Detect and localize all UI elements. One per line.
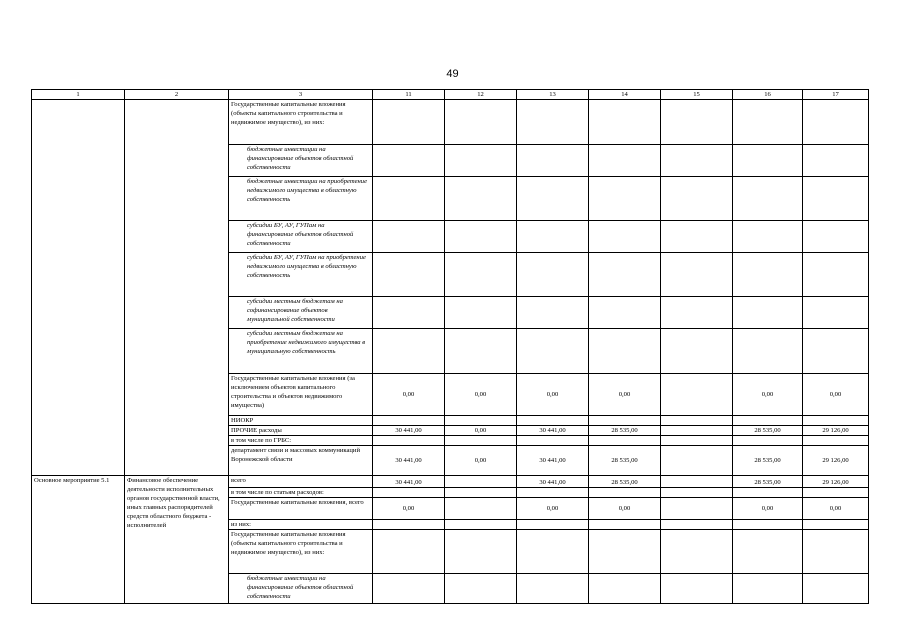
value-cell: 30 441,00 xyxy=(373,476,445,488)
value-cell xyxy=(589,520,661,530)
value-cell xyxy=(445,416,517,426)
value-cell xyxy=(733,329,803,374)
value-cell xyxy=(733,530,803,574)
row-label: бюджетные инвестиции на приобретение недвижимого имущества в областную собственность xyxy=(229,177,373,221)
value-cell xyxy=(733,436,803,446)
value-cell xyxy=(445,177,517,221)
value-cell xyxy=(661,476,733,488)
value-cell xyxy=(589,329,661,374)
value-cell xyxy=(733,253,803,297)
value-cell xyxy=(661,498,733,520)
budget-table xyxy=(31,89,869,604)
value-cell xyxy=(803,436,869,446)
value-cell xyxy=(517,297,589,329)
value-cell xyxy=(589,416,661,426)
value-cell xyxy=(445,530,517,574)
value-cell: 0,00 xyxy=(373,498,445,520)
row-label: ПРОЧИЕ расходы xyxy=(229,426,373,436)
value-cell xyxy=(373,100,445,145)
value-cell xyxy=(589,574,661,604)
row-label: субсидии БУ, АУ, ГУПам на финансирование объектов областной собственности xyxy=(229,221,373,253)
value-cell xyxy=(445,253,517,297)
value-cell xyxy=(803,177,869,221)
value-cell xyxy=(445,297,517,329)
value-cell xyxy=(733,100,803,145)
column-header-10: 17 xyxy=(803,90,869,100)
row-label: департамент связи и массовых коммуникаций Воронежской области xyxy=(229,446,373,476)
value-cell xyxy=(517,416,589,426)
value-cell xyxy=(589,253,661,297)
value-cell xyxy=(517,436,589,446)
value-cell xyxy=(661,374,733,416)
value-cell xyxy=(661,329,733,374)
value-cell xyxy=(373,329,445,374)
value-cell xyxy=(589,221,661,253)
value-cell xyxy=(445,145,517,177)
value-cell xyxy=(803,297,869,329)
value-cell: 30 441,00 xyxy=(517,476,589,488)
value-cell xyxy=(733,574,803,604)
value-cell xyxy=(733,297,803,329)
value-cell xyxy=(733,221,803,253)
row-label: субсидии местным бюджетам на софинансирование объектов муниципальной собственности xyxy=(229,297,373,329)
row-label: Государственные капитальные вложения (объекты капитального строительства и недвижимое имущество), из них: xyxy=(229,530,373,574)
header-row xyxy=(32,90,869,100)
value-cell xyxy=(733,177,803,221)
row-label: Государственные капитальные вложения (объекты капитального строительства и недвижимое имущество), из них: xyxy=(229,100,373,145)
measure-description: Финансовое обеспечение деятельности исполнительных органов государственной власти, иных главных распорядителей средств областного бюджета - исполнителей xyxy=(125,476,229,604)
column-header-4: 11 xyxy=(373,90,445,100)
column-header-7: 14 xyxy=(589,90,661,100)
value-cell xyxy=(589,488,661,498)
measure-row xyxy=(32,476,869,488)
value-cell xyxy=(661,100,733,145)
row-label: Государственные капитальные вложения, всего xyxy=(229,498,373,520)
value-cell xyxy=(517,145,589,177)
value-cell: 0,00 xyxy=(589,374,661,416)
value-cell: 29 126,00 xyxy=(803,476,869,488)
value-cell: 0,00 xyxy=(733,374,803,416)
value-cell xyxy=(517,221,589,253)
measure-name: Основное мероприятие 5.1 xyxy=(32,476,125,604)
value-cell xyxy=(445,100,517,145)
value-cell xyxy=(803,145,869,177)
value-cell: 28 535,00 xyxy=(589,446,661,476)
value-cell xyxy=(661,145,733,177)
row-label: НИОКР xyxy=(229,416,373,426)
value-cell xyxy=(445,574,517,604)
table-row xyxy=(32,100,869,145)
row-label: субсидии местным бюджетам на приобретение недвижимого имущества в муниципальную собственность xyxy=(229,329,373,374)
value-cell: 30 441,00 xyxy=(373,426,445,436)
value-cell xyxy=(803,253,869,297)
row-label: субсидии БУ, АУ, ГУПам на приобретение недвижимого имущества в областную собственность xyxy=(229,253,373,297)
column-header-5: 12 xyxy=(445,90,517,100)
row-label: всего xyxy=(229,476,373,488)
value-cell: 0,00 xyxy=(517,498,589,520)
value-cell: 0,00 xyxy=(733,498,803,520)
value-cell xyxy=(373,520,445,530)
value-cell xyxy=(661,221,733,253)
value-cell xyxy=(373,436,445,446)
column-header-2: 2 xyxy=(125,90,229,100)
value-cell xyxy=(373,574,445,604)
row-label: из них: xyxy=(229,520,373,530)
value-cell xyxy=(661,426,733,436)
value-cell: 30 441,00 xyxy=(517,426,589,436)
row-label: бюджетные инвестиции на финансирование объектов областной собственности xyxy=(229,145,373,177)
value-cell xyxy=(517,520,589,530)
value-cell xyxy=(803,530,869,574)
value-cell xyxy=(661,436,733,446)
column-header-1: 1 xyxy=(32,90,125,100)
empty-cell-col2 xyxy=(125,100,229,476)
value-cell xyxy=(445,329,517,374)
value-cell xyxy=(803,416,869,426)
value-cell xyxy=(373,297,445,329)
value-cell xyxy=(373,253,445,297)
value-cell xyxy=(661,297,733,329)
value-cell xyxy=(517,530,589,574)
value-cell xyxy=(517,329,589,374)
value-cell xyxy=(733,488,803,498)
column-header-6: 13 xyxy=(517,90,589,100)
value-cell: 0,00 xyxy=(373,374,445,416)
value-cell xyxy=(803,488,869,498)
value-cell xyxy=(445,520,517,530)
value-cell xyxy=(589,530,661,574)
value-cell xyxy=(733,416,803,426)
value-cell xyxy=(661,488,733,498)
value-cell xyxy=(373,416,445,426)
value-cell xyxy=(373,177,445,221)
row-label: бюджетные инвестиции на финансирование объектов областной собственности xyxy=(229,574,373,604)
value-cell xyxy=(661,574,733,604)
value-cell xyxy=(803,520,869,530)
value-cell: 28 535,00 xyxy=(589,476,661,488)
column-header-8: 15 xyxy=(661,90,733,100)
value-cell xyxy=(661,520,733,530)
page-number: 49 xyxy=(446,68,459,80)
value-cell: 28 535,00 xyxy=(589,426,661,436)
value-cell xyxy=(373,530,445,574)
value-cell xyxy=(803,221,869,253)
value-cell: 0,00 xyxy=(445,446,517,476)
value-cell xyxy=(517,253,589,297)
value-cell: 0,00 xyxy=(803,498,869,520)
value-cell xyxy=(661,253,733,297)
value-cell: 0,00 xyxy=(517,374,589,416)
value-cell xyxy=(517,574,589,604)
value-cell xyxy=(373,221,445,253)
value-cell xyxy=(517,100,589,145)
value-cell xyxy=(445,436,517,446)
value-cell: 28 535,00 xyxy=(733,426,803,436)
value-cell: 0,00 xyxy=(589,498,661,520)
value-cell xyxy=(661,416,733,426)
value-cell xyxy=(373,145,445,177)
value-cell xyxy=(661,177,733,221)
value-cell xyxy=(589,436,661,446)
value-cell: 0,00 xyxy=(803,374,869,416)
value-cell: 29 126,00 xyxy=(803,426,869,436)
column-header-9: 16 xyxy=(733,90,803,100)
value-cell xyxy=(589,145,661,177)
value-cell xyxy=(733,520,803,530)
value-cell xyxy=(445,488,517,498)
value-cell: 30 441,00 xyxy=(517,446,589,476)
value-cell xyxy=(661,446,733,476)
value-cell: 0,00 xyxy=(445,426,517,436)
value-cell xyxy=(445,476,517,488)
value-cell xyxy=(373,488,445,498)
value-cell: 28 535,00 xyxy=(733,476,803,488)
value-cell: 28 535,00 xyxy=(733,446,803,476)
column-header-3: 3 xyxy=(229,90,373,100)
row-label: в том числе по ГРБС: xyxy=(229,436,373,446)
value-cell: 0,00 xyxy=(445,374,517,416)
row-label: в том числе по статьям расходов: xyxy=(229,488,373,498)
value-cell xyxy=(589,297,661,329)
value-cell: 29 126,00 xyxy=(803,446,869,476)
value-cell xyxy=(589,100,661,145)
value-cell xyxy=(803,100,869,145)
value-cell xyxy=(661,530,733,574)
value-cell xyxy=(589,177,661,221)
value-cell xyxy=(445,498,517,520)
value-cell xyxy=(803,574,869,604)
value-cell xyxy=(733,145,803,177)
value-cell xyxy=(803,329,869,374)
value-cell xyxy=(445,221,517,253)
row-label: Государственные капитальные вложения (за исключением объектов капитального строительства и объектов недвижимого имущества) xyxy=(229,374,373,416)
value-cell xyxy=(517,177,589,221)
empty-cell-col1 xyxy=(32,100,125,476)
value-cell: 30 441,00 xyxy=(373,446,445,476)
value-cell xyxy=(517,488,589,498)
